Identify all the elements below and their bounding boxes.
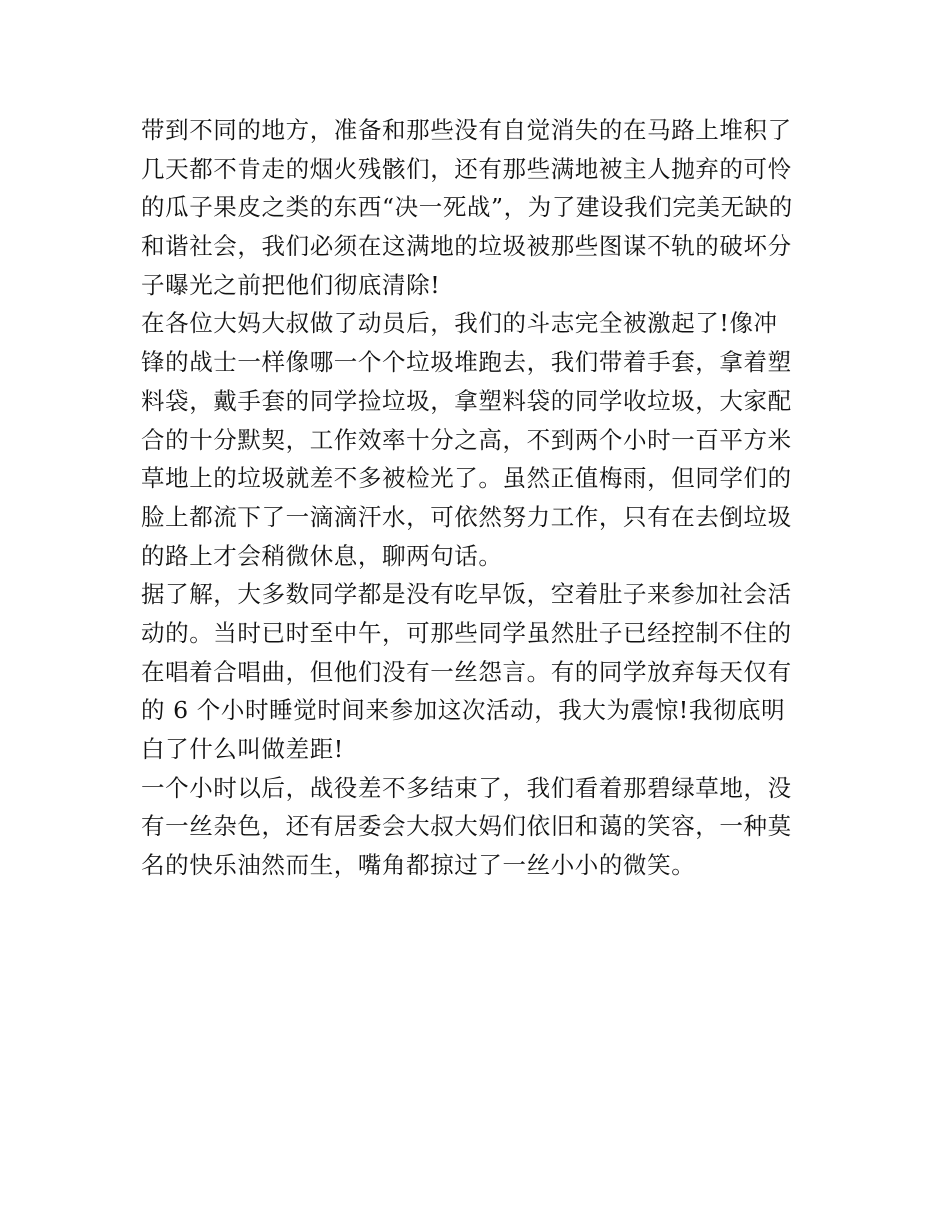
text-line: 脸上都流下了一滴滴汗水，可依然努力工作，只有在去倒垃圾 [141,502,792,531]
text-line: 的瓜子果皮之类的东西“决一死战”，为了建设我们完美无缺的 [141,193,793,222]
text-line: 的路上才会稍微休息，聊两句话。 [141,541,503,570]
text-line: 几天都不肯走的烟火残骸们，还有那些满地被主人抛弃的可怜 [141,154,792,183]
text-line: 子曝光之前把他们彻底清除! [141,270,441,299]
text-line: 带到不同的地方，准备和那些没有自觉消失的在马路上堆积了 [141,116,792,144]
text-line: 一个小时以后，战役差不多结束了，我们看着那碧绿草地，没 [141,773,792,802]
text-line: 合的十分默契，工作效率十分之高，不到两个小时一百平方米 [141,425,792,454]
text-line: 锋的战士一样像哪一个个垃圾堆跑去，我们带着手套，拿着塑 [141,348,792,377]
text-line: 在各位大妈大叔做了动员后，我们的斗志完全被激起了!像冲 [141,309,778,338]
text-line: 据了解，大多数同学都是没有吃早饭，空着肚子来参加社会活 [141,580,792,609]
text-line: 草地上的垃圾就差不多被检光了。虽然正值梅雨，但同学们的 [141,464,792,493]
text-line: 名的快乐油然而生，嘴角都掠过了一丝小小的微笑。 [141,851,696,880]
text-line: 的 6 个小时睡觉时间来参加这次活动，我大为震惊!我彻底明 [141,696,786,725]
text-line: 在唱着合唱曲，但他们没有一丝怨言。有的同学放弃每天仅有 [141,657,792,686]
document-body [141,111,821,885]
text-line: 白了什么叫做差距! [141,735,344,763]
text-line: 有一丝杂色，还有居委会大叔大妈们依旧和蔼的笑容，一种莫 [141,812,792,841]
text-line: 和谐社会，我们必须在这满地的垃圾被那些图谋不轨的破坏分 [141,232,792,261]
text-line: 动的。当时已时至中午，可那些同学虽然肚子已经控制不住的 [141,618,792,647]
text-line: 料袋，戴手套的同学捡垃圾，拿塑料袋的同学收垃圾，大家配 [141,386,792,415]
